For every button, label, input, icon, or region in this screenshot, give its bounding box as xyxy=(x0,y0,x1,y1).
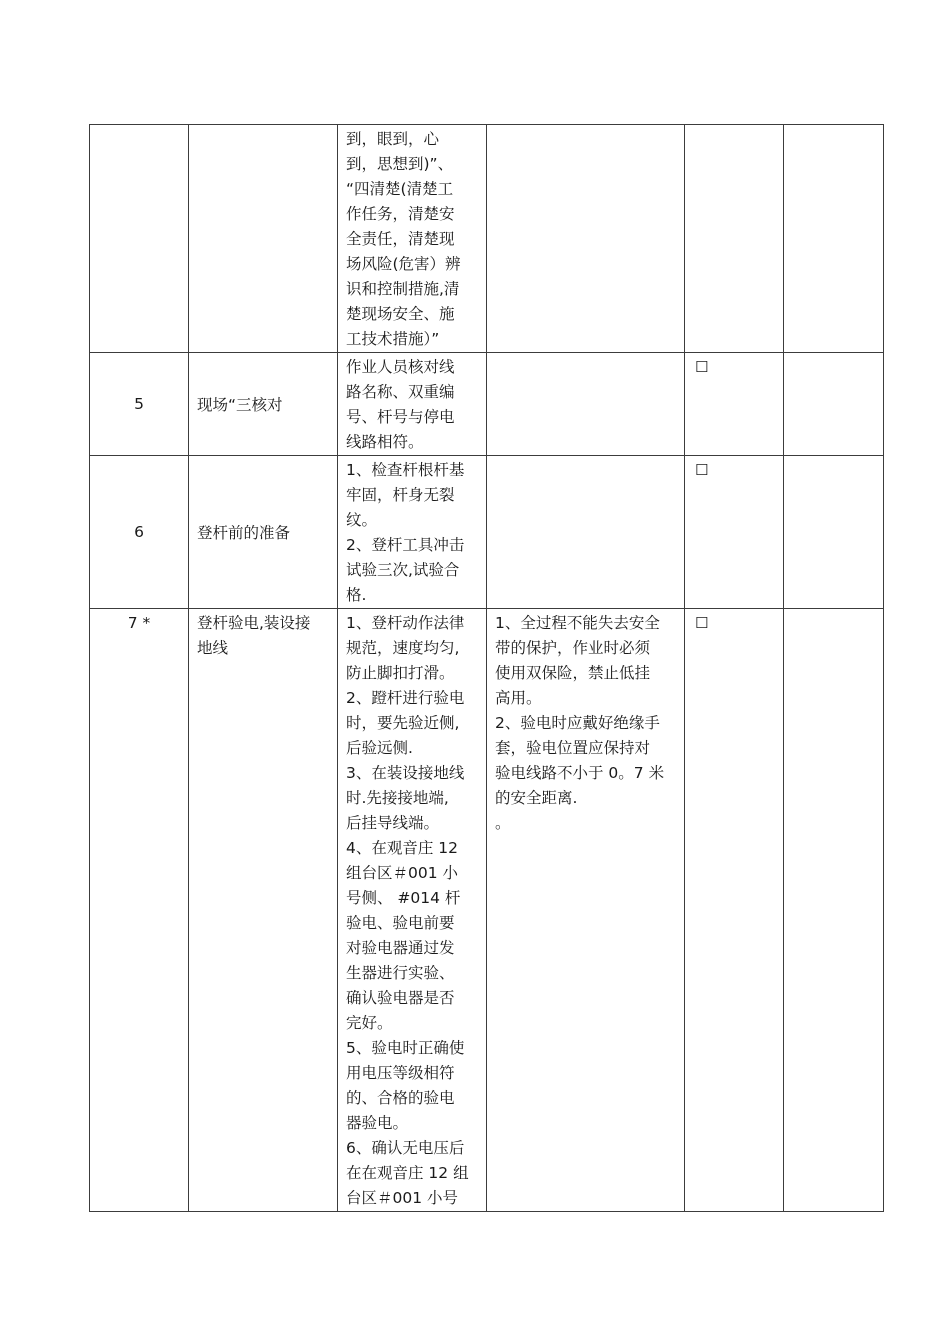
content-line: 场风险(危害）辨 xyxy=(346,255,461,273)
row-title: 现场“三核对 xyxy=(197,395,283,414)
content-line: 台区＃001 小号 xyxy=(346,1189,459,1207)
row-title-cell xyxy=(189,353,338,456)
content-line: 号、杆号与停电 xyxy=(346,408,455,426)
row-title-cell xyxy=(189,456,338,609)
content-line: 楚现场安全、施 xyxy=(346,305,455,323)
content-line: 路名称、双重编 xyxy=(346,383,455,401)
content-line: 验电、验电前要 xyxy=(346,914,455,932)
row-content-cell xyxy=(338,353,487,456)
content-line: 1、登杆动作法律 xyxy=(346,614,465,632)
row-number: 6 xyxy=(134,522,144,541)
row-check-cell xyxy=(685,125,784,353)
content-line: 到，思想到)”、 xyxy=(346,155,454,173)
risk-line: 2、验电时应戴好绝缘手 xyxy=(495,714,660,732)
content-line: 组台区＃001 小 xyxy=(346,864,459,882)
row-content-cell xyxy=(338,456,487,609)
row-title-line: 地线 xyxy=(197,639,229,657)
checkbox-icon[interactable]: ☐ xyxy=(695,614,709,632)
content-line: 生器进行实验、 xyxy=(346,964,455,982)
risk-line: 验电线路不小于 0。7 米 xyxy=(495,764,665,782)
content-line: 时.先接接地端, xyxy=(346,789,449,807)
row-title: 登杆前的准备 xyxy=(197,523,291,542)
table-row xyxy=(90,456,884,609)
content-line: 用电压等级相符 xyxy=(346,1064,455,1082)
content-line: 纹。 xyxy=(346,511,378,529)
content-line: 规范，速度均匀, xyxy=(346,639,460,657)
content-line: 的、合格的验电 xyxy=(346,1089,455,1107)
risk-line: 。 xyxy=(495,814,511,832)
content-line: 工技术措施）” xyxy=(346,330,440,348)
row-title-line: 登杆验电,装设接 xyxy=(197,614,311,632)
row-risk-cell xyxy=(487,353,685,456)
row-content-cell xyxy=(338,609,487,1212)
row-check-cell xyxy=(685,353,784,456)
row-number: 5 xyxy=(134,394,144,413)
row-risk-cell xyxy=(487,456,685,609)
content-line: 到，眼到，心 xyxy=(346,130,440,148)
content-line: 在在观音庄 12 组 xyxy=(346,1164,469,1182)
content-line: 作业人员核对线 xyxy=(346,358,455,376)
row-remark-cell xyxy=(784,125,884,353)
row-risk-cell xyxy=(487,125,685,353)
content-line: 2、登杆工具冲击 xyxy=(346,536,465,554)
risk-line: 使用双保险，禁止低挂 xyxy=(495,664,651,682)
row-check-cell xyxy=(685,456,784,609)
risk-line: 高用。 xyxy=(495,689,542,707)
work-procedure-table xyxy=(89,124,884,1212)
row-remark-cell xyxy=(784,353,884,456)
row-remark-cell xyxy=(784,609,884,1212)
content-line: 时，要先验近侧, xyxy=(346,714,460,732)
row-title-cell xyxy=(189,609,338,1212)
content-line: 6、确认无电压后 xyxy=(346,1139,465,1157)
checkbox-icon[interactable]: ☐ xyxy=(695,461,709,479)
content-line: 后验远侧. xyxy=(346,739,413,757)
risk-line: 套，验电位置应保持对 xyxy=(495,739,651,757)
row-content-cell xyxy=(338,125,487,353)
row-number-cell xyxy=(90,353,189,456)
content-line: 作任务，清楚安 xyxy=(346,205,455,223)
content-line: 识和控制措施,清 xyxy=(346,280,460,298)
content-line: 防止脚扣打滑。 xyxy=(346,664,455,682)
content-line: 3、在装设接地线 xyxy=(346,764,465,782)
checkbox-icon[interactable]: ☐ xyxy=(695,358,709,376)
row-number-cell xyxy=(90,125,189,353)
content-line: 确认验电器是否 xyxy=(346,989,455,1007)
content-line: 5、验电时正确使 xyxy=(346,1039,465,1057)
content-line: 全责任，清楚现 xyxy=(346,230,455,248)
row-check-cell xyxy=(685,609,784,1212)
row-title-cell xyxy=(189,125,338,353)
table-row xyxy=(90,125,884,353)
content-line: 器验电。 xyxy=(346,1114,409,1132)
content-line: 线路相符。 xyxy=(346,433,424,451)
row-number-cell xyxy=(90,456,189,609)
content-line: 4、在观音庄 12 xyxy=(346,839,459,857)
row-risk-cell xyxy=(487,609,685,1212)
content-line: 格. xyxy=(346,586,367,604)
content-line: 后挂导线端。 xyxy=(346,814,440,832)
content-line: “四清楚(清楚工 xyxy=(346,180,454,198)
content-line: 试验三次,试验合 xyxy=(346,561,460,579)
table-row xyxy=(90,353,884,456)
row-number: 7 * xyxy=(127,614,151,632)
content-line: 完好。 xyxy=(346,1014,393,1032)
row-remark-cell xyxy=(784,456,884,609)
risk-line: 带的保护，作业时必须 xyxy=(495,639,651,657)
content-line: 号侧、 #014 杆 xyxy=(346,889,461,907)
risk-line: 的安全距离. xyxy=(495,789,578,807)
risk-line: 1、全过程不能失去安全 xyxy=(495,614,660,632)
table-row xyxy=(90,609,884,1212)
content-line: 1、检查杆根杆基 xyxy=(346,461,465,479)
content-line: 对验电器通过发 xyxy=(346,939,455,957)
row-number-cell xyxy=(90,609,189,1212)
content-line: 牢固，杆身无裂 xyxy=(346,486,455,504)
content-line: 2、蹬杆进行验电 xyxy=(346,689,465,707)
